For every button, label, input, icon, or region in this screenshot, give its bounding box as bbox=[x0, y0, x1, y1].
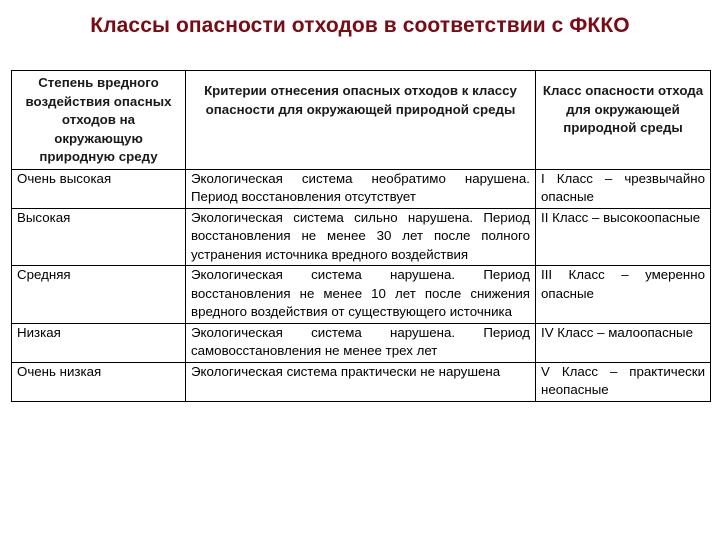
header-cell-impact-degree: Степень вредного воздействия опасных отходов на окружающую природную среду bbox=[12, 71, 186, 170]
header-cell-criteria: Критерии отнесения опасных отходов к классу опасности для окружающей природной среды bbox=[186, 71, 536, 170]
cell-impact-degree: Высокая bbox=[12, 208, 186, 266]
header-cell-hazard-class: Класс опасности отхода для окружающей природной среды bbox=[536, 71, 711, 170]
table-row bbox=[12, 362, 711, 401]
cell-hazard-class: IV Класс – малоопасные bbox=[536, 323, 711, 362]
cell-impact-degree: Средняя bbox=[12, 266, 186, 324]
cell-criteria: Экологическая система необратимо нарушена. Период восстановления отсутствует bbox=[186, 169, 536, 208]
hazard-classes-table bbox=[11, 70, 711, 402]
cell-impact-degree: Низкая bbox=[12, 323, 186, 362]
table-row bbox=[12, 266, 711, 324]
cell-criteria: Экологическая система практически не нарушена bbox=[186, 362, 536, 401]
cell-hazard-class: II Класс – высокоопасные bbox=[536, 208, 711, 266]
cell-criteria: Экологическая система нарушена. Период восстановления не менее 10 лет после снижения вредного воздействия от существующего источника bbox=[186, 266, 536, 324]
table-header-row bbox=[12, 71, 711, 170]
cell-impact-degree: Очень высокая bbox=[12, 169, 186, 208]
cell-criteria: Экологическая система сильно нарушена. Период восстановления не менее 30 лет после полного устранения источника вредного воздействия bbox=[186, 208, 536, 266]
cell-criteria: Экологическая система нарушена. Период самовосстановления не менее трех лет bbox=[186, 323, 536, 362]
cell-hazard-class: V Класс – практически неопасные bbox=[536, 362, 711, 401]
cell-impact-degree: Очень низкая bbox=[12, 362, 186, 401]
table-row bbox=[12, 169, 711, 208]
table-row bbox=[12, 323, 711, 362]
page-title: Классы опасности отходов в соответствии с ФККО bbox=[90, 14, 630, 37]
table-row bbox=[12, 208, 711, 266]
cell-hazard-class: I Класс – чрезвычайно опасные bbox=[536, 169, 711, 208]
cell-hazard-class: III Класс – умеренно опасные bbox=[536, 266, 711, 324]
